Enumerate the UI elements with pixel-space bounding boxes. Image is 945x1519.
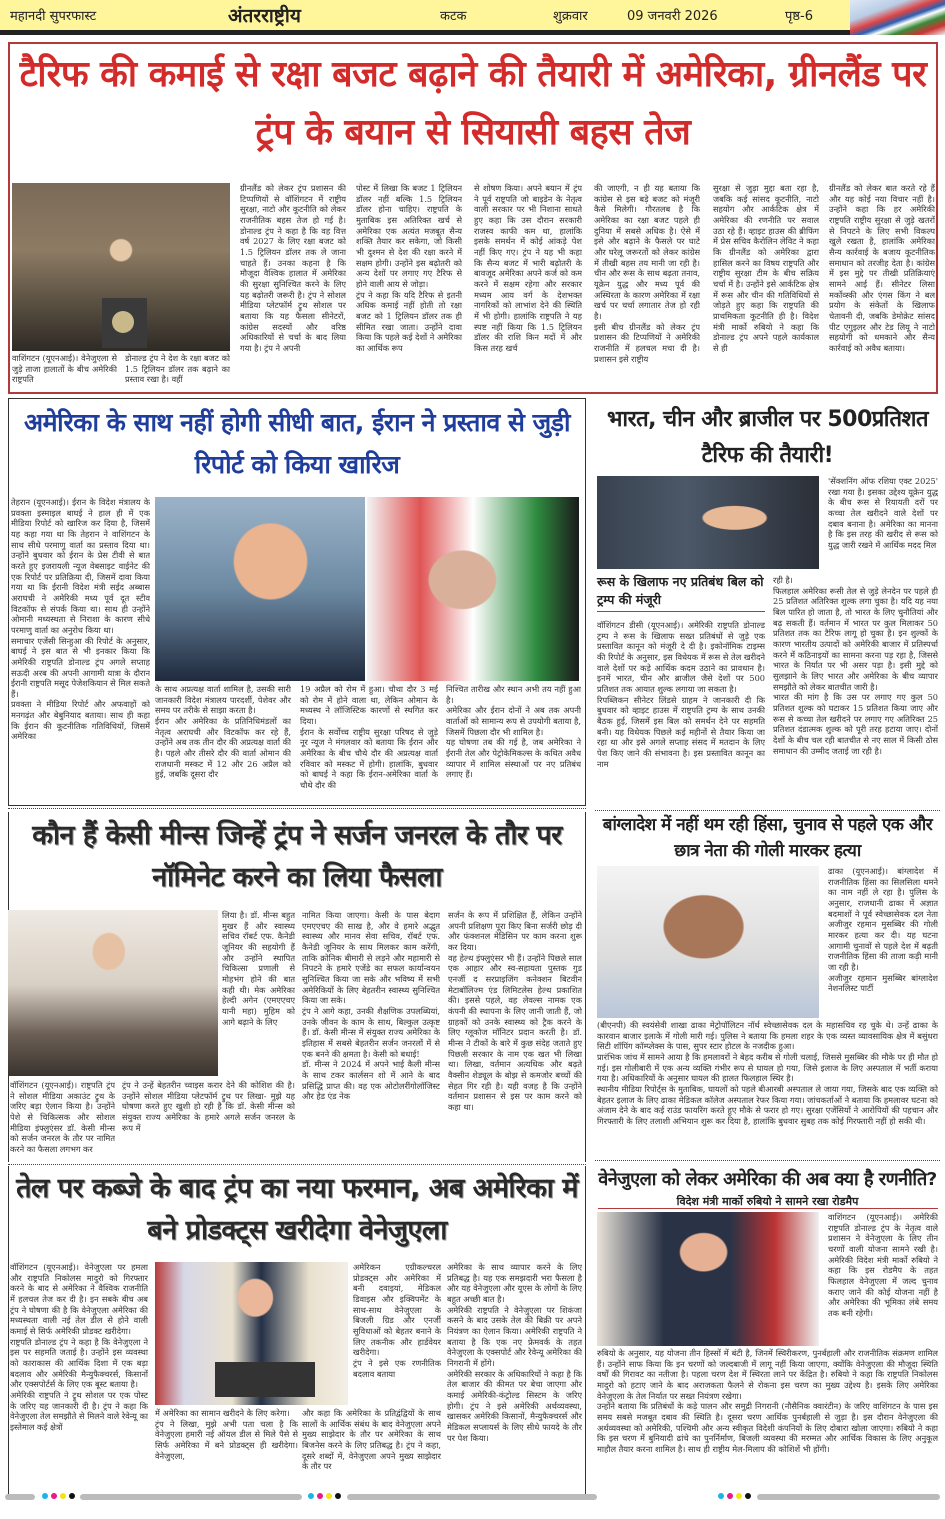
story-column: वॉशिंगटन (यूएनआई)। राष्ट्रपति ट्रंप ने सोशल मीडिया अकाउंट ट्रुथ के जरिए बड़ा ऐलान किया है। उन्होंने पेशे से चिकित्सक और सोशल मीडिया इंफ्लुएंसर डॉ. केसी मीन्स को सर्जन जनरल के तौर पर नामित करने का फैसला लगभग कर: [10, 1080, 115, 1154]
date: 09 जनवरी 2026: [627, 9, 718, 24]
divider: [595, 1160, 940, 1161]
headline-defense-budget: टैरिफ की कमाई से रक्षा बजट बढ़ाने की तैयारी में अमेरिका, ग्रीनलैंड पर ट्रंप के बयान से सियासी बहस तेज: [19, 54, 927, 153]
photo-azizur-rahman: [597, 866, 819, 1018]
headline-iran-talks: अमेरिका के साथ नहीं होगी सीधी बात, ईरान ने प्रस्ताव से जुड़ी रिपोर्ट को किया खारिज: [24, 408, 570, 479]
story-column: रही है। फिलहाल अमेरिका रूसी तेल से जुड़े लेनदेन पर पहले ही 25 प्रतिशत अतिरिक्त शुल्क लगा चुका है। यदि यह नया बिल पारित हो जाता है, तो भारत के लिए चुनौतियां और बढ़ सकती हैं। वर्तमान में भारत पर कुल मिलाकर 50 प्रतिशत तक का टैरिफ लागू हो चुका है। इन शुल्कों के कारण भारतीय उत्पादों को अमेरिकी बाजार में प्रतिस्पर्धा करने में कठिनाइयों का सामना करना पड़ रहा है, जिससे भारत के निर्यात पर भी असर पड़ा है। इसी मुद्दे को सुलझाने के लिए भारत और अमेरिका के बीच व्यापार समझौते को लेकर बातचीत जारी है। भारत की मांग है कि उस पर लगाए गए कुल 50 प्रतिशत शुल्क को घटाकर 15 प्रतिशत किया जाए और रूस से कच्चा तेल खरीदने पर लगाए गए अतिरिक्त 25 प्रतिशत दंडात्मक शुल्क को पूरी तरह हटाया जाए। दोनों देशों के बीच चल रही बातचीत से नए साल में किसी ठोस समाधान की उम्मीद जताई जा रही है।: [773, 575, 938, 756]
divider: [595, 810, 940, 811]
city: कटक: [440, 9, 467, 24]
photo-trump-seated: [597, 476, 819, 569]
divider: [598, 1208, 938, 1209]
story-column: ग्रीनलैंड को लेकर बात करते रहे हैं और यह कोई नया विचार नहीं है। उन्होंने कहा कि हर अमेरिकी राष्ट्रपति राष्ट्रीय सुरक्षा से जुड़े खतरों से निपटने के लिए सभी विकल्प खुले रखता है, हालांकि अमेरिका सैन्य कार्रवाई के बजाय कूटनीतिक समाधान को तरजीह देता है। कांग्रेस में इस मुद्दे पर तीखी प्रतिक्रियाएं सामने आई हैं। सीनेटर लिसा मर्कोव्स्की और एंगस किंग ने बल प्रयोग के संकेतों के खिलाफ चेतावनी दी, जबकि डेमोक्रेट सांसद पीट एगुइलर और टेड लियू ने नाटो सहयोगी को धमकाने और सैन्य कार्रवाई को अवैध बताया।: [829, 183, 935, 353]
story-column: के साथ अप्रत्यक्ष वार्ता शामिल है, उसकी सारी जानकारी विदेश मंत्रालय पारदर्शी, पेशेवर और समय पर तरीके से साझा करता है। ईरान और अमेरिका के प्रतिनिधिमंडलों का नेतृत्व अराघची और विटकॉफ कर रहे हैं, उन्होंने अब तक तीन दौर की अप्रत्यक्ष वार्ता की है। पहले और तीसरे दौर की वार्ता ओमान की राजधानी मस्कट में 12 और 26 अप्रैल को हुई, जबकि दूसरा दौर: [155, 684, 291, 780]
story-column: अमेरिका के साथ व्यापार करने के लिए प्रतिबद्ध है। यह एक समझदारी भरा फैसला है और यह वेनेजुएला और यूएस के लोगों के लिए बहुत अच्छी बात है। अमेरिकी राष्ट्रपति ने वेनेजुएला पर शिकंजा कसने के बाद उसके तेल की बिक्री पर अपने नियंत्रण का ऐलान किया। अमेरिकी राष्ट्रपति ने बताया है कि एक नए फ्रेमवर्क के तहत वेनेजुएला के एक्सपोर्ट और रेवेन्यू अमेरिका की निगरानी में होंगे। अमेरिकी सरकार के अधिकारियों ने कहा है कि तेल बाजार की कीमत पर बेचा जाएगा और कमाई अमेरिकी-कंट्रोल्ड सिस्टम के जरिए होगी। ट्रंप ने इसे अमेरिकी अर्थव्यवस्था, खासकर अमेरिकी किसानों, मैन्युफैक्चरर्स और मेडिकल सप्लायर्स के लिए सीधे फायदे के तौर पर पेश किया।: [447, 1262, 582, 1443]
story-column: और कहा कि अमेरिका के प्रतिद्वंद्वियों के साथ सालों के आर्थिक संबंध के बाद वेनेजुएला अपने मुख्य साझेदार के तौर पर अमेरिका के साथ बिजनेस करने के लिए प्रतिबद्ध है। ट्रंप ने कहा, दूसरे शब्दों में, वेनेजुएला अपने मुख्य साझेदार के तौर पर: [302, 1408, 441, 1472]
story-column: नामित किया जाएगा। केसी के पास बेदाग एमएएचए की साख है, और वे हमारे अद्भुत स्वास्थ्य और मानव सेवा सचिव, रॉबर्ट एफ. कैनेडी जूनियर के साथ मिलकर काम करेंगी, ताकि क्रोनिक बीमारी से लड़ने और महामारी से निपटने के हमारे एजेंडे का सफल कार्यान्वयन सुनिश्चित किया जा सके और भविष्य में सभी अमेरिकियों के लिए बेहतरीन स्वास्थ्य सुनिश्चित किया जा सके। ट्रंप ने आगे कहा, उनकी शैक्षणिक उपलब्धियां, उनके जीवन के काम के साथ, बिल्कुल उत्कृष्ट हैं। डॉ. केसी मीन्स में संयुक्त राज्य अमेरिका के इतिहास में सबसे बेहतरीन सर्जन जनरलों में से एक बनने की क्षमता है। केसी को बधाई! डॉ. मीन्स ने 2024 में अपने भाई कैली मीन्स के साथ टकर कार्लसन शो में आने के बाद प्रसिद्धि प्राप्त की। वह एक ओटोलरींगोलॉजिस्ट और हेड एंड नेक: [302, 910, 440, 1102]
section-title: अंतरराष्ट्रीय: [228, 5, 301, 27]
story-column: वाशिंगटन (यूएनआई)। अमेरिकी राष्ट्रपति डोनाल्ड ट्रंप के नेतृत्व वाले प्रशासन ने वेनेजुएला के लिए तीन चरणों वाली योजना सामने रखी है। अमेरिकी विदेश मंत्री मार्को रुबियो ने कहा कि इस रोडमैप के तहत फिलहाल वेनेजुएला में जल्द चुनाव कराए जाने की कोई योजना नहीं है और अमेरिका की भूमिका लंबे समय तक बनी रहेगी।: [828, 1212, 938, 1318]
divider: [8, 1164, 586, 1165]
story-column: तेहरान (यूएनआई)। ईरान के विदेश मंत्रालय के प्रवक्ता इस्माइल बाघई ने हाल ही में एक मीडिया रिपोर्ट को खारिज कर दिया है, जिसमें यह कहा गया था कि तेहरान ने वाशिंगटन के साथ सीधे परमाणु वार्ता का प्रस्ताव दिया था। उन्होंने बुधवार को ईरान के प्रेस टीवी से बात करते हुए इजरायली न्यूज वेबसाइट वाईनेट की एक रिपोर्ट पर प्रतिक्रिया दी, जिसमें दावा किया गया था कि ईरानी विदेश मंत्री सईद अब्बास अराघची ने अमेरिकी मध्य पूर्व दूत स्टीव विटकॉफ से संपर्क किया था। साथ ही उन्होंने ओमानी मध्यस्थता से निराशा के कारण सीधे परमाणु वार्ता का अनुरोध किया था। समाचार एजेंसी सिन्हुआ की रिपोर्ट के अनुसार, बाघई ने इस बात से भी इनकार किया कि अमेरिकी राष्ट्रपति डोनाल्ड ट्रंप अगले सप्ताह सऊदी अरब की अपनी आगामी यात्रा के दौरान ईरानी राष्ट्रपति मसूद पेजेशकियान से मिल सकते हैं। प्रवक्ता ने मीडिया रिपोर्ट और अफवाहों को मनगढ़ंत और बेबुनियाद बताया। साथ ही कहा कि ईरान की कूटनीतिक गतिविधियों, जिसमें अमेरिका: [11, 497, 150, 742]
story-column: लिया है। डॉ. मीन्स बहुत मुखर हैं और स्वास्थ्य सचिव रॉबर्ट एफ. कैनेडी जूनियर की सहयोगी हैं और उन्होंने स्थापित चिकित्सा प्रणाली से मोहभंग होने की बात कही थी। मेक अमेरिका हेल्दी अगेन (एमएएचए यानी महा) मुहिम को आगे बढ़ाने के लिए: [222, 910, 295, 1027]
story-column: अमेरिकन एग्रीकल्चरल प्रोडक्ट्स और अमेरिका में बनी दवाइयां, मेडिकल डिवाइस और इक्विपमेंट के साथ-साथ वेनेजुएला के बिजली ग्रिड और एनर्जी सुविधाओं को बेहतर बनाने के लिए तकनीक और हार्डवेयर खरीदेगा। ट्रंप ने इसे एक रणनीतिक बदलाव बताया: [353, 1262, 441, 1379]
story-column: में अमेरिका का सामान खरीदने के लिए करेगा। ट्रंप ने लिखा, मुझे अभी पता चला है कि वेनेजुएला हमारी नई ऑयल डील से मिले पैसे से सिर्फ अमेरिका में बने प्रोडक्ट्स ही खरीदेगा। वेनेजुएला,: [155, 1408, 298, 1461]
story-column: 19 अप्रैल को रोम में हुआ। चौथा दौर 3 मई को रोम में होने वाला था, लेकिन ओमान के मध्यस्थ ने लॉजिस्टिक कारणों से स्थगित कर दिया। ईरान के सर्वोच्च राष्ट्रीय सुरक्षा परिषद से जुड़े नूर न्यूज ने मंगलवार को बताया कि ईरान और अमेरिका के बीच चौथे दौर की अप्रत्यक्ष वार्ता रविवार को मस्कट में होगी। हालांकि, बुधवार को बाघई ने कहा कि ईरान-अमेरिका वार्ता के चौथे दौर की: [300, 684, 438, 790]
story-column: 'सेंक्शनिंग ऑफ रशिया एक्ट 2025' रखा गया है। इसका उद्देश्य यूक्रेन युद्ध के बीच रूस से रियायती दरों पर कच्चा तेल खरीदने वाले देशों पर दबाव बनाना है। अमेरिका का मानना है कि इस तरह की खरीद से रूस को युद्ध जारी रखने में आर्थिक मदद मिल: [828, 476, 938, 550]
story-column: वॉशिंगटन डीसी (यूएनआई)। अमेरिकी राष्ट्रपति डोनाल्ड ट्रम्प ने रूस के खिलाफ सख्त प्रतिबंधों से जुड़े एक प्रस्तावित कानून को मंजूरी दे दी है। इकोनॉमिक टाइम्स की रिपोर्ट के अनुसार, इस विधेयक में रूस से तेल खरीदने वाले देशों पर कड़े आर्थिक कदम उठाने का प्रावधान है। इनमें भारत, चीन और ब्राजील जैसे देशों पर 500 प्रतिशत तक आयात शुल्क लगाया जा सकता है। रिपब्लिकन सीनेटर लिंडसे ग्राहम ने जानकारी दी कि बुधवार को व्हाइट हाउस में राष्ट्रपति ट्रम्प के साथ उनकी बैठक हुई, जिसमें इस बिल को समर्थन देने पर सहमति बनी। यह विधेयक पिछले कई महीनों से तैयार किया जा रहा था और इसे अगले सप्ताह संसद में मतदान के लिए पेश किए जाने की संभावना है। इस प्रस्तावित कानून का नाम: [597, 620, 765, 769]
photo-trump-podium: [155, 1262, 348, 1405]
presidential-seal-icon: [112, 311, 134, 333]
print-registration-strip: [0, 1492, 945, 1502]
headline-venezuela-oil: तेल पर कब्जे के बाद ट्रंप का नया फरमान, अब अमेरिका में बने प्रोडक्ट्स खरीदेगा वेनेजुएला: [16, 1173, 578, 1246]
day: शुक्रवार: [553, 9, 588, 24]
story-column: निश्चित तारीख और स्थान अभी तय नहीं हुआ है। अमेरिका और ईरान दोनों ने अब तक अपनी वार्ताओं को सामान्य रूप से उपयोगी बताया है, जिसमें पिछला दौर भी शामिल है। यह घोषणा तब की गई है, जब अमेरिका ने ईरानी तेल और पेट्रोकेमिकल्स के कथित अवैध व्यापार में शामिल संस्थाओं पर नए प्रतिबंध लगाए हैं।: [446, 684, 581, 780]
headline-venezuela-strategy: वेनेजुएला को लेकर अमेरिका की अब क्या है रणनीति?: [598, 1169, 937, 1190]
divider: [8, 808, 586, 809]
story-column: सुरक्षा से जुड़ा मुद्दा बता रहा है, जबकि कई सांसद कूटनीति, नाटो सहयोग और आर्कटिक क्षेत्र में अमेरिका की रणनीति पर सवाल उठा रहे हैं। व्हाइट हाउस की ब्रीफिंग में प्रेस सचिव कैरोलिन लेविट ने कहा कि ग्रीनलैंड को अमेरिका द्वारा हासिल करने का विषय राष्ट्रपति और राष्ट्रीय सुरक्षा टीम के बीच सक्रिय चर्चा में है। उन्होंने इसे आर्कटिक क्षेत्र में रूस और चीन की गतिविधियों से जोड़ते हुए कहा कि राष्ट्रपति की प्राथमिकता कूटनीति ही है। विदेश मंत्री मार्को रुबियो ने कहा कि डोनाल्ड ट्रंप अपने पहले कार्यकाल से ही: [713, 183, 819, 353]
story-column: सर्जन के रूप में प्रशिक्षित हैं, लेकिन उन्होंने अपनी प्रशिक्षण पूरा किए बिना सर्जरी छोड़ दी और फंक्शनल मेडिसिन पर काम करना शुरू कर दिया। वह हेल्थ इंफ्लुएंसर भी हैं। उन्होंने पिछले साल एक आहार और स्व-सहायता पुस्तक गुड एनर्जी द सरप्राइजिंग कनेक्शन बिटवीन मेटाबॉलिज्म एंड लिमिटलेस हेल्थ प्रकाशित की। इससे पहले, वह लेवल्स नामक एक कंपनी की स्थापना के लिए जानी जाती हैं, जो ग्राहकों को उनके स्वास्थ्य को ट्रैक करने के लिए ग्लूकोज मॉनिटर प्रदान करती है। डॉ. मीन्स ने टीकों के बारे में कुछ संदेह जताते हुए पिछली सरकार के नाम एक खत भी लिखा था। लिखा, वर्तमान अत्यधिक और बढ़ते वैक्सीन शेड्यूल के बोझ से कमजोर बच्चों की सेहत गिर रही है। यही वजह है कि उन्होंने वर्तमान प्रशासन से इस पर काम करने को कहा था।: [448, 910, 582, 1112]
story-column: ढाका (यूएनआई)। बांग्लादेश में राजनीतिक हिंसा का सिलसिला थमने का नाम नहीं ले रहा है। पुलिस के अनुसार, राजधानी ढाका में अज्ञात बदमाशों ने पूर्व स्वेच्छासेवक दल नेता अजीजुर रहमान मुसब्बिर की गोली मारकर हत्या कर दी। यह घटना आगामी चुनावों से पहले देश में बढ़ती राजनीतिक हिंसा की ताजा कड़ी मानी जा रही है। अजीजुर रहमान मुसब्बिर बांग्लादेश नेशनलिस्ट पार्टी: [828, 866, 938, 994]
world-flags-image: [850, 0, 945, 35]
story-column: से शोषण किया। अपने बयान में ट्रंप ने पूर्व राष्ट्रपति जो बाइडेन के नेतृत्व वाली सरकार पर भी निशाना साधते हुए कहा कि उस दौरान सरकारी राजस्व काफी कम था, हालांकि इसके समर्थन में कोई आंकड़े पेश नहीं किए गए। ट्रंप ने यह भी कहा कि सैन्य बजट में भारी बढ़ोतरी के बावजूद अमेरिका अपने कर्ज को कम करने में सक्षम रहेगा और सरकार मध्यम आय वर्ग के देशभक्त नागरिकों को लाभांश देने की स्थिति में भी होगी। हालांकि राष्ट्रपति ने यह स्पष्ट नहीं किया कि 1.5 ट्रिलियन डॉलर की राशि किन मदों में और किस तरह खर्च: [474, 183, 582, 353]
story-column: वॉशिंगटन (यूएनआई)। वेनेजुएला पर हमला और राष्ट्रपति निकोलस मादुरो को गिरफ्तार करने के बाद से अमेरिका ने वैश्विक राजनीति में हलचल तेज कर दी है। इन सबके बीच अब ट्रंप ने घोषणा की है कि वेनेजुएला अमेरिका की मध्यस्थता वाली नई तेल डील से होने वाली कमाई से सिर्फ अमेरिकी प्रोडक्ट खरीदेगा। राष्ट्रपति डोनाल्ड ट्रंप ने कहा है कि वेनेजुएला ने इस पर सहमति जताई है। उन्होंने इस व्यवस्था को काराकास की आर्थिक दिशा में एक बड़ा बदलाव और अमेरिकी मैन्युफैक्चरर्स, किसानों और एक्सपोर्टर्स के लिए एक बूस्ट बताया है। अमेरिकी राष्ट्रपति ने ट्रुथ सोशल पर एक पोस्ट के जरिए यह जानकारी दी है। ट्रंप ने कहा कि वेनेजुएला तेल समझौते से मिलने वाले रेवेन्यू का इस्तेमाल कई क्षेत्रों: [10, 1262, 148, 1432]
story-column: की जाएगी, न ही यह बताया कि कांग्रेस से इस बड़े बजट को मंजूरी कैसे मिलेगी। गौरतलब है कि अमेरिका का रक्षा बजट पहले ही दुनिया में सबसे अधिक है। ऐसे में इसे और बढ़ाने के फैसले पर घाटे और घरेलू जरूरतों को लेकर कांग्रेस में तीखी बहस तय मानी जा रही है। चीन और रूस के साथ बढ़ता तनाव, यूक्रेन युद्ध और मध्य पूर्व की अस्थिरता के कारण अमेरिका में रक्षा खर्च पर चर्चा लगातार तेज हो रही है। इसी बीच ग्रीनलैंड को लेकर ट्रंप प्रशासन की टिप्पणियों ने अमेरिकी राजनीति में हलचल मचा दी है। प्रशासन इसे राष्ट्रीय: [594, 183, 700, 364]
story-body: रुबियो के अनुसार, यह योजना तीन हिस्सों में बंटी है, जिनमें स्थिरीकरण, पुनर्बहाली और राजनीतिक संक्रमण शामिल हैं। उन्होंने साफ किया कि इन चरणों को जल्दबाजी में लागू नहीं किया जाएगा, क्योंकि वेनेजुएला की मौजूदा स्थिति वर्षों की गिरावट का नतीजा है। पहला चरण देश में स्थिरता लाने पर केंद्रित है। रुबियो ने कहा कि राष्ट्रपति निकोलस मादुरो को हटाए जाने के बाद अराजकता फैलने से रोकना इस चरण का मुख्य उद्देश्य है। इसके लिए अमेरिका वेनेजुएला के तेल निर्यात पर सख्त नियंत्रण रखेगा। उन्होंने बताया कि प्रतिबंधों के कड़े पालन और समुद्री निगरानी (नौसैनिक क्वारंटीन) के जरिए वाशिंगटन के पास इस समय सबसे मजबूत दबाव की स्थिति है। दूसरा चरण आर्थिक पुनर्बहाली से जुड़ा है। इस दौरान वेनेजुएला की अर्थव्यवस्था को अमेरिकी, पश्चिमी और अन्य स्वीकृत विदेशी कंपनियों के लिए दोबारा खोला जाएगा। रुबियो ने कहा कि इस चरण में बुनियादी ढांचे का पुनर्निर्माण, बिजली व्यवस्था की मरम्मत और आर्थिक विकास के लिए अनुकूल माहौल तैयार करना शामिल है। साथ ही राष्ट्रीय मेल-मिलाप की कोशिशें भी होंगी।: [597, 1348, 938, 1454]
photo-pezeshkian: [367, 497, 579, 681]
photo-casey-means: [8, 910, 218, 1076]
subheadline-rubio-roadmap: विदेश मंत्री मार्को रुबियो ने सामने रखा रोडमैप: [676, 1195, 859, 1208]
headline-casey-means: कौन हैं केसी मीन्स जिन्हें ट्रंप ने सर्जन जनरल के तौर पर नॉमिनेट करने का लिया फैसला: [32, 820, 562, 893]
headline-bangladesh-violence: बांग्लादेश में नहीं थम रही हिंसा, चुनाव से पहले एक और छात्र नेता की गोली मारकर हत्या: [602, 815, 933, 861]
page-number: पृष्ठ-6: [785, 9, 814, 24]
headline-500-percent-tariff: भारत, चीन और ब्राजील पर 500प्रतिशत टैरिफ की तैयारी!: [606, 407, 929, 468]
masthead-rule: [0, 30, 850, 35]
paper-name: महानदी सुपरफास्ट: [10, 9, 97, 24]
story-column: डोनाल्ड ट्रंप ने देश के रक्षा बजट को 1.5 ट्रिलियन डॉलर तक बढ़ाने का प्रस्ताव रखा है। वहीं: [125, 353, 230, 385]
story-column: ट्रंप ने उन्हें बेहतरीन च्वाइस करार देने की कोशिश की है। उन्होंने सोशल मीडिया प्लेटफॉर्म ट्रुथ पर लिखा- मुझे यह घोषणा करते हुए खुशी हो रही है कि डॉ. केसी मीन्स को संयुक्त राज्य अमेरिका के हमारे अगले सर्जन जनरल के रूप में: [122, 1080, 295, 1133]
photo-marco-rubio: [597, 1212, 819, 1346]
photo-trump: [155, 497, 365, 681]
story-column: वाशिंगटन (यूएनआई)। वेनेजुएला से जुड़े ताजा हालातों के बीच अमेरिकी राष्ट्रपति: [12, 353, 117, 385]
subheadline-russia-sanctions: रूस के खिलाफ नए प्रतिबंध बिल को ट्रम्प की मंजूरी: [597, 573, 765, 612]
story-column: ग्रीनलैंड को लेकर ट्रंप प्रशासन की टिप्पणियों से वॉशिंगटन में राष्ट्रीय सुरक्षा, नाटो और कूटनीति को लेकर राजनीतिक बहस तेज हो गई है। डोनाल्ड ट्रंप ने कहा है कि वह वित्त वर्ष 2027 के लिए रक्षा बजट को 1.5 ट्रिलियन डॉलर तक ले जाना चाहते हैं। उनका कहना है कि मौजूदा वैश्विक हालात में अमेरिका की सुरक्षा सुनिश्चित करने के लिए यह बढ़ोतरी जरूरी है। ट्रंप ने सोशल मीडिया प्लेटफॉर्म ट्रुथ सोशल पर बताया कि यह फैसला सीनेटरों, कांग्रेस सदस्यों और वरिष्ठ अधिकारियों से चर्चा के बाद लिया गया है। ट्रंप ने अपनी: [240, 183, 346, 353]
story-column: पोस्ट में लिखा कि बजट 1 ट्रिलियन डॉलर नहीं बल्कि 1.5 ट्रिलियन डॉलर होना चाहिए। राष्ट्रपति के मुताबिक इस अतिरिक्त खर्च से अमेरिका एक अत्यंत मजबूत सैन्य शक्ति तैयार कर सकेगा, जो किसी भी दुश्मन से देश की रक्षा करने में सक्षम होगी। उन्होंने इस बढ़ोतरी को अन्य देशों पर लगाए गए टैरिफ से होने वाली आय से जोड़ा। ट्रंप ने कहा कि यदि टैरिफ से इतनी अधिक कमाई नहीं होती तो रक्षा बजट को 1 ट्रिलियन डॉलर तक ही सीमित रखा जाता। उन्होंने दावा किया कि पहले कई देशों ने अमेरिका का आर्थिक रूप: [356, 183, 462, 353]
story-body: (बीएनपी) की स्वयंसेवी शाखा ढाका मेट्रोपॉलिटन नॉर्थ स्वेच्छासेवक दल के महासचिव रह चुके थे। उन्हें ढाका के कारवान बाजार इलाके में गोली मारी गई। पुलिस ने बताया कि हमला शहर के एक व्यस्त व्यावसायिक क्षेत्र में बसुंधरा सिटी शॉपिंग कॉम्प्लेक्स के पास, सुपर स्टार होटल के नजदीक हुआ। प्रारंभिक जांच में सामने आया है कि हमलावरों ने बेहद करीब से गोली चलाई, जिससे मुसब्बिर की मौके पर ही मौत हो गई। इस गोलीबारी में एक अन्य व्यक्ति गंभीर रूप से घायल हो गया, जिसे इलाज के लिए अस्पताल में भर्ती कराया गया है। अधिकारियों के अनुसार घायल की हालत फिलहाल स्थिर है। स्थानीय मीडिया रिपोर्ट्स के मुताबिक, घायलों को पहले बीआरबी अस्पताल ले जाया गया, जिसके बाद एक व्यक्ति को बेहतर इलाज के लिए ढाका मेडिकल कॉलेज अस्पताल रेफर किया गया। जांचकर्ताओं ने बताया कि हमलावर घटना को अंजाम देने के बाद कई राउंड फायरिंग करते हुए मौके से फरार हो गए। सुरक्षा एजेंसियों ने आरोपियों की पहचान और गिरफ्तारी के लिए तलाशी अभियान शुरू कर दिया है, हालांकि बुधवार सुबह तक कोई गिरफ्तारी नहीं हो सकी थी।: [597, 1020, 938, 1126]
photo-trump-with-troops: [12, 183, 230, 351]
masthead-bar: [0, 0, 945, 30]
